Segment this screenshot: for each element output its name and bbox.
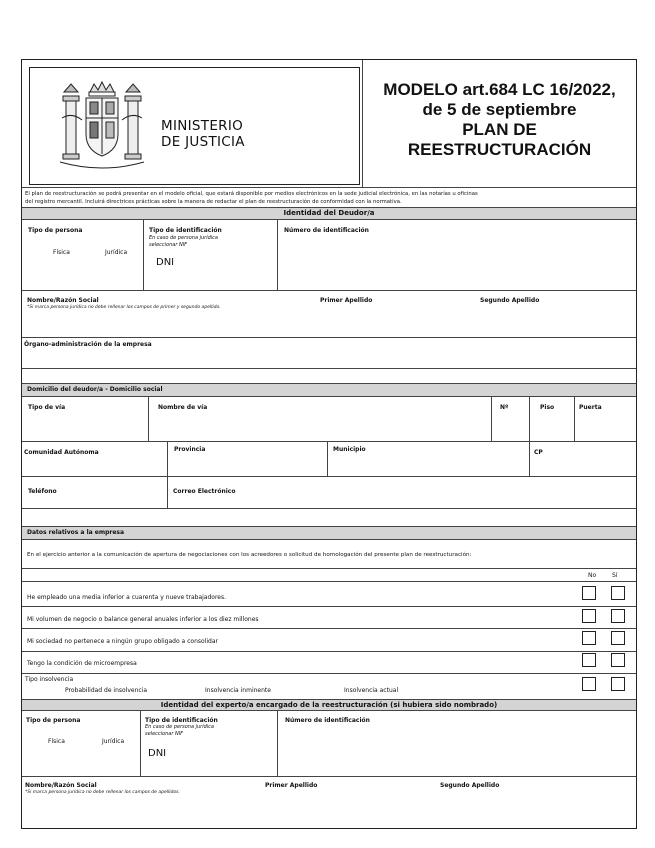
deudor-tipo-identificacion-label: Tipo de identificación	[149, 227, 222, 234]
deudor-segundo-apellido-label: Segundo Apellido	[480, 297, 540, 304]
empresa-row-1: He empleado una media inferior a cuarenta y nueve trabajadores.	[27, 594, 227, 601]
tipo-via-label: Tipo de vía	[28, 404, 66, 411]
title-line-2: de 5 de septiembre	[422, 100, 577, 119]
domicilio-section-title: Domicilio del deudor/a - Domicilio social	[27, 386, 163, 393]
insolvencia-no-checkbox[interactable]	[582, 677, 596, 691]
deudor-tipo-persona-label: Tipo de persona	[28, 227, 83, 234]
nombre-via-label: Nombre de vía	[158, 404, 208, 411]
ministry-name	[161, 118, 245, 150]
logo-box	[29, 67, 360, 185]
form-title	[363, 80, 636, 160]
numero-label: Nº	[500, 404, 509, 411]
ministry-line-1: MINISTERIO	[161, 118, 244, 134]
deudor-primer-apellido-label: Primer Apellido	[320, 297, 373, 304]
deudor-organo-label: Órgano-administración de la empresa	[24, 341, 152, 348]
experto-tipo-note-2: seleccionar NIF	[145, 731, 184, 737]
experto-tipo-note-1: En caso de persona jurídica	[145, 724, 214, 730]
deudor-dni-select[interactable]: DNI	[156, 257, 175, 268]
row-1-si-checkbox[interactable]	[611, 586, 625, 600]
insolvencia-si-checkbox[interactable]	[611, 677, 625, 691]
ministry-line-2: DE JUSTICIA	[161, 134, 245, 150]
provincia-label: Provincia	[174, 446, 206, 453]
experto-tipo-identificacion-label: Tipo de identificación	[145, 717, 218, 724]
row-1-no-checkbox[interactable]	[582, 586, 596, 600]
coat-of-arms-icon	[52, 78, 152, 174]
telefono-label: Teléfono	[28, 488, 57, 495]
insolvencia-probable-option[interactable]: Probabilidad de insolvencia	[65, 687, 148, 694]
intro-line-1: El plan de reestructuración se podrá presentar en el modelo oficial, que estará disponible por medios electrónicos en la sede judicial electrónica, en las notarías u oficinas	[25, 191, 478, 197]
insolvencia-actual-option[interactable]: Insolvencia actual	[344, 687, 399, 694]
col-no-label: No	[588, 572, 597, 579]
row-3-no-checkbox[interactable]	[582, 631, 596, 645]
deudor-nombre-label: Nombre/Razón Social	[27, 297, 99, 304]
municipio-label: Municipio	[333, 446, 366, 453]
empresa-intro: En el ejercicio anterior a la comunicación de apertura de negociaciones con los acreedores o solicitud de homologación del presente plan de reestructuración:	[27, 552, 472, 558]
empresa-section-title: Datos relativos a la empresa	[27, 529, 125, 536]
deudor-juridica-option[interactable]: Jurídica	[105, 249, 128, 256]
experto-juridica-option[interactable]: Jurídica	[102, 738, 125, 745]
piso-label: Piso	[540, 404, 555, 411]
experto-numero-identificacion-label: Número de identificación	[285, 717, 370, 724]
experto-nombre-note: *Si marca persona jurídica no debe rellenar los campos de apellidos.	[25, 790, 180, 795]
experto-tipo-persona-label: Tipo de persona	[26, 717, 81, 724]
experto-primer-apellido-label: Primer Apellido	[265, 782, 318, 789]
row-4-si-checkbox[interactable]	[611, 653, 625, 667]
insolvencia-label: Tipo insolvencia	[25, 676, 74, 683]
empresa-row-3: Mi sociedad no pertenece a ningún grupo obligado a consolidar	[27, 638, 218, 645]
title-line-3: PLAN DE	[462, 120, 537, 139]
correo-label: Correo Electrónico	[173, 488, 236, 495]
experto-section-title: Identidad del experto/a encargado de la reestructuración (si hubiera sido nombrado)	[160, 701, 498, 709]
row-2-no-checkbox[interactable]	[582, 609, 596, 623]
experto-segundo-apellido-label: Segundo Apellido	[440, 782, 500, 789]
form-frame	[21, 59, 637, 829]
deudor-fisica-option[interactable]: Física	[53, 249, 70, 256]
col-si-label: Sí	[612, 572, 618, 579]
deudor-tipo-note-2: seleccionar NIF	[149, 242, 188, 248]
experto-dni-select[interactable]: DNI	[148, 748, 167, 759]
deudor-nombre-note: *Si marca persona jurídica no debe rellenar los campos de primer y segundo apellido.	[27, 305, 221, 310]
row-2-si-checkbox[interactable]	[611, 609, 625, 623]
deudor-tipo-note-1: En caso de persona jurídica	[149, 235, 218, 241]
empresa-row-4: Tengo la condición de microempresa	[27, 660, 137, 667]
title-line-1: MODELO art.684 LC 16/2022,	[383, 80, 616, 99]
empresa-row-2: Mi volumen de negocio o balance general anuales inferior a los diez millones	[27, 616, 259, 623]
cp-label: CP	[534, 449, 543, 456]
comunidad-label: Comunidad Autónoma	[24, 449, 99, 456]
deudor-numero-identificacion-label: Número de identificación	[284, 227, 369, 234]
row-3-si-checkbox[interactable]	[611, 631, 625, 645]
deudor-section-title: Identidad del Deudor/a	[283, 209, 375, 217]
puerta-label: Puerta	[579, 404, 602, 411]
insolvencia-inminente-option[interactable]: Insolvencia inminente	[205, 687, 271, 694]
intro-line-2: del registro mercantil. Incluirá directrices prácticas sobre la manera de redactar el plan de reestructuración de conformidad con la normativa.	[25, 199, 402, 205]
experto-fisica-option[interactable]: Física	[48, 738, 65, 745]
row-4-no-checkbox[interactable]	[582, 653, 596, 667]
experto-nombre-label: Nombre/Razón Social	[25, 782, 97, 789]
intro-text	[25, 190, 478, 206]
title-line-4: REESTRUCTURACIÓN	[407, 140, 592, 159]
